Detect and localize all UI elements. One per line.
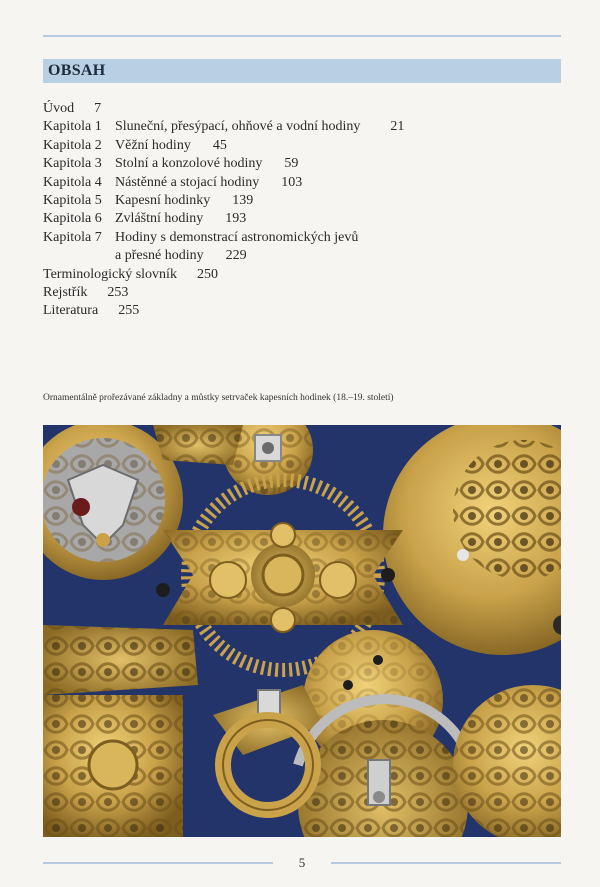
toc-entry-literature[interactable] [43,302,563,320]
bottom-left-plate [43,695,183,837]
toc-entry-title: Věžní hodiny [115,137,191,153]
contents-header-bar [43,59,561,83]
toc-entry-page: 45 [212,137,227,153]
toc-entry-index[interactable] [43,284,563,302]
toc-entry-title: Rejstřík [43,285,88,301]
toc-entry-title: Kapesní hodinky [115,193,211,209]
toc-entry-title: Literatura [43,303,99,319]
toc-entry-title: Terminologický slovník [43,266,177,282]
toc-entry-chapter-5[interactable] [43,192,563,210]
table-of-contents [43,100,563,321]
toc-entry-page: 255 [118,303,140,319]
toc-entry-page: 250 [196,266,218,282]
toc-entry-title-cont: a přesné hodiny [115,248,204,264]
toc-chapter-label: Kapitola 5 [43,193,102,209]
toc-chapter-label: Kapitola 7 [43,229,102,245]
footer-rule-right [331,862,561,864]
toc-chapter-label: Kapitola 4 [43,174,102,190]
toc-chapter-label: Kapitola 6 [43,211,102,227]
footer-rule-left [43,862,273,864]
toc-entry-page: 139 [232,193,254,209]
toc-chapter-label: Kapitola 2 [43,137,102,153]
toc-entry-title: Zvláštní hodiny [115,211,204,227]
toc-chapter-label: Kapitola 1 [43,119,102,135]
toc-entry-chapter-1[interactable] [43,118,563,136]
toc-entry-page: 229 [225,248,247,264]
toc-chapter-label: Kapitola 3 [43,156,102,172]
figure-caption: Ornamentálně prořezávané základny a můstky setrvaček kapesních hodinek (18.–19. století) [43,393,394,403]
toc-entry-title: Úvod [43,101,75,116]
toc-entry-glossary[interactable] [43,266,563,284]
left-mid-plate [43,625,198,695]
toc-entry-title: Nástěnné a stojací hodiny [115,174,260,190]
watch-movement-photo [43,425,561,837]
toc-entry-chapter-3[interactable] [43,155,563,173]
toc-entry-chapter-4[interactable] [43,174,563,192]
toc-entry-page: 103 [281,174,303,190]
toc-entry-title: Stolní a konzolové hodiny [115,156,263,172]
toc-entry-page: 21 [390,119,405,135]
toc-entry-chapter-6[interactable] [43,210,563,228]
toc-entry-page: 193 [225,211,247,227]
toc-entry-page: 253 [107,285,129,301]
page-number: 5 [298,855,306,870]
toc-entry-chapter-7-cont[interactable] [43,247,563,265]
toc-entry-intro[interactable] [43,100,563,118]
top-rule [43,35,561,37]
toc-entry-chapter-7[interactable] [43,229,563,247]
toc-entry-chapter-2[interactable] [43,137,563,155]
toc-entry-title: Hodiny s demonstrací astronomických jevů [115,229,359,245]
toc-entry-title: Sluneční, přesýpací, ohňové a vodní hodiny [115,119,361,135]
contents-title: OBSAH [48,62,106,79]
toc-entry-page: 59 [284,156,299,172]
toc-entry-page: 7 [94,101,102,116]
